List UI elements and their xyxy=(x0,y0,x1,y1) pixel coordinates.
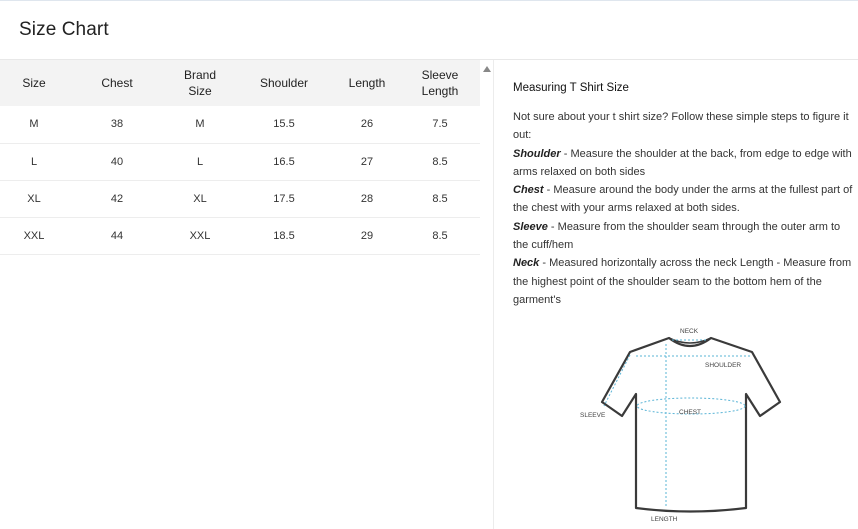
measuring-guide xyxy=(513,78,853,309)
size-chart-header xyxy=(0,0,858,60)
cell-size: XL xyxy=(27,192,41,205)
cell-chest: 38 xyxy=(110,118,124,131)
cell-sleeve-length: 8.5 xyxy=(432,192,448,205)
neck-text: - Measured horizontally across the neck Length - Measure from the highest point of the shoulder seam to the bottom hem of the garment's xyxy=(513,257,852,306)
table-body xyxy=(0,106,480,254)
shoulder-label: Shoulder xyxy=(513,147,561,160)
column-header-shoulder: Shoulder xyxy=(259,76,309,90)
shoulder-diagram-label: SHOULDER xyxy=(705,362,742,369)
column-header-chest: Chest xyxy=(101,76,133,90)
cell-length: 28 xyxy=(360,192,374,205)
size-table-container xyxy=(0,60,480,529)
cell-sleeve-length: 7.5 xyxy=(432,118,448,131)
table-row xyxy=(0,143,480,180)
chest-text: - Measure around the body under the arms at the fullest part of the chest with your arms relaxed at both sides. xyxy=(513,184,853,215)
cell-brand-size: M xyxy=(195,118,205,131)
cell-size: L xyxy=(30,155,38,168)
cell-size: XXL xyxy=(23,229,45,242)
guide-heading: Measuring T Shirt Size xyxy=(513,82,629,94)
size-table xyxy=(0,60,480,255)
column-header-sleeve-length: Sleeve Length xyxy=(421,68,459,98)
table-row xyxy=(0,180,480,217)
header-row xyxy=(0,60,480,106)
length-diagram-label: LENGTH xyxy=(651,516,678,523)
tshirt-outline xyxy=(602,338,780,512)
cell-length: 27 xyxy=(360,155,374,168)
scroll-up-arrow-icon[interactable] xyxy=(483,66,491,72)
cell-brand-size: XL xyxy=(193,192,207,205)
neck-label: Neck xyxy=(513,257,540,270)
guide-text xyxy=(513,108,853,309)
column-header-brand-size: Brand Size xyxy=(183,68,217,98)
cell-brand-size: L xyxy=(196,155,204,168)
page-title: Size Chart xyxy=(19,19,109,40)
chest-diagram-label: CHEST xyxy=(679,409,702,416)
cell-length: 26 xyxy=(360,118,374,131)
neck-diagram-label: NECK xyxy=(680,328,699,335)
table-header xyxy=(0,60,480,106)
tshirt-measurement-diagram xyxy=(574,322,784,529)
column-header-length: Length xyxy=(348,76,386,90)
cell-shoulder: 17.5 xyxy=(273,192,295,205)
cell-chest: 40 xyxy=(110,155,124,168)
sleeve-text: - Measure from the shoulder seam through the outer arm to the cuff/hem xyxy=(513,220,841,252)
cell-chest: 42 xyxy=(110,192,124,205)
cell-shoulder: 18.5 xyxy=(273,229,295,242)
cell-shoulder: 16.5 xyxy=(273,155,295,168)
cell-shoulder: 15.5 xyxy=(273,118,295,131)
column-header-size: Size xyxy=(22,76,46,90)
chest-label: Chest xyxy=(513,184,544,197)
cell-chest: 44 xyxy=(110,229,124,242)
table-row xyxy=(0,217,480,254)
cell-sleeve-length: 8.5 xyxy=(432,155,448,168)
shoulder-text: - Measure the shoulder at the back, from edge to edge with arms relaxed on both sides xyxy=(513,147,852,178)
table-row xyxy=(0,106,480,143)
cell-length: 29 xyxy=(360,229,374,242)
cell-brand-size: XXL xyxy=(189,229,211,242)
guide-intro: Not sure about your t shirt size? Follow these simple steps to figure it out: xyxy=(513,111,849,142)
vertical-scrollbar[interactable] xyxy=(480,60,494,529)
sleeve-diagram-label: SLEEVE xyxy=(580,412,606,419)
cell-size: M xyxy=(29,118,39,131)
sleeve-label: Sleeve xyxy=(513,220,548,233)
cell-sleeve-length: 8.5 xyxy=(432,229,448,242)
